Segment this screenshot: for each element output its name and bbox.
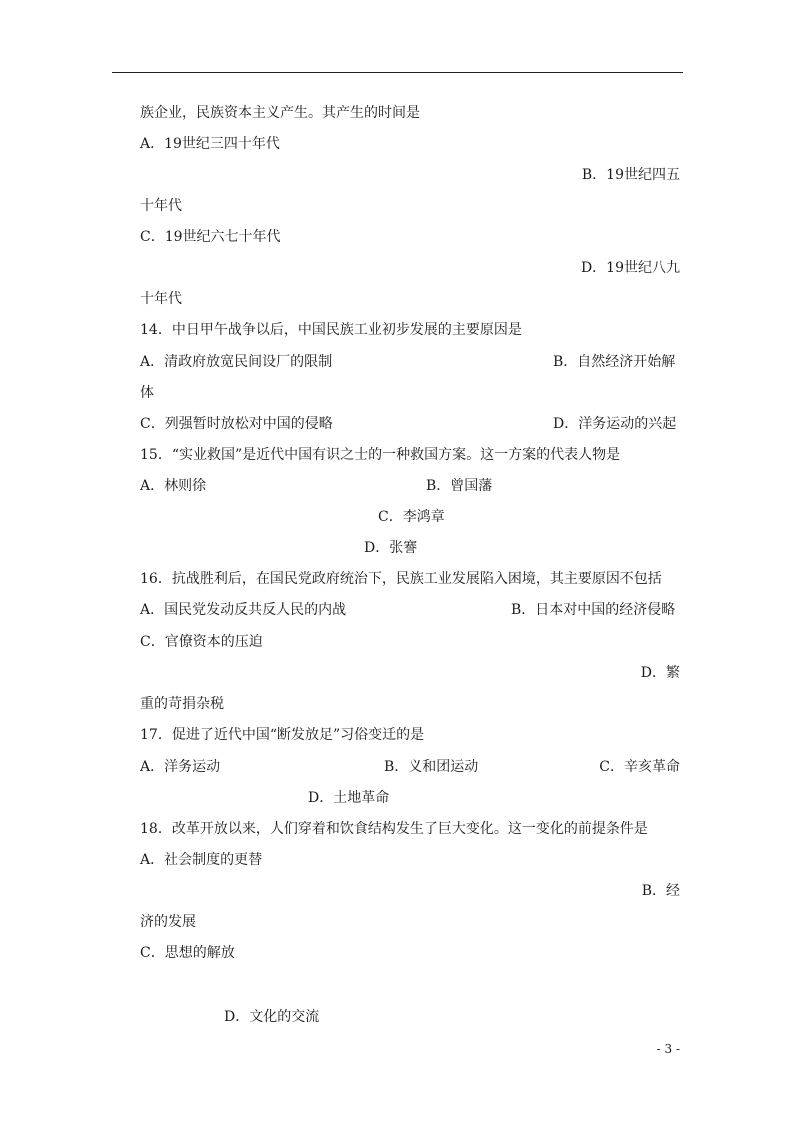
question-14: 14．中日甲午战争以后，中国民族工业初步发展的主要原因是 [140,322,522,338]
q15-option-b: B．曾国藩 [426,478,493,494]
q14-option-d: D．洋务运动的兴起 [553,416,677,432]
page-number: - 3 - [656,1042,680,1056]
option-d-wrap: 十年代 [140,291,182,307]
q18-option-b: B．经 [641,883,680,899]
q17-option-a: A．洋务运动 [140,759,221,775]
option-b-wrap: 十年代 [140,198,182,214]
q17-option-d: D．土地革命 [308,790,390,806]
q16-option-d: D．繁 [640,665,680,681]
header-rule [112,72,683,73]
q17-option-c: C．辛亥革命 [599,759,680,775]
option-d: D．19世纪八九 [580,260,680,276]
q18-option-a: A．社会制度的更替 [140,852,263,868]
q14-option-c: C．列强暂时放松对中国的侵略 [140,416,333,432]
q17-option-b: B．义和团运动 [384,759,479,775]
question-text: 族企业，民族资本主义产生。其产生的时间是 [140,105,420,121]
q18-option-b-wrap: 济的发展 [140,914,196,930]
question-18: 18．改革开放以来，人们穿着和饮食结构发生了巨大变化。这一变化的前提条件是 [140,821,648,837]
q18-option-c: C．思想的解放 [140,945,235,961]
q16-option-b: B．日本对中国的经济侵略 [511,602,676,618]
option-a: A．19世纪三四十年代 [140,136,280,152]
option-c: C．19世纪六七十年代 [140,229,281,245]
q14-option-b-wrap: 体 [140,385,154,401]
q16-option-d-wrap: 重的苛捐杂税 [140,696,224,712]
q16-option-c: C．官僚资本的压迫 [140,634,263,650]
q18-option-d: D．文化的交流 [224,1009,320,1025]
option-b: B．19世纪四五 [581,167,680,183]
q14-option-b: B．自然经济开始解 [553,354,676,370]
question-15: 15．“实业救国”是近代中国有识之士的一种救国方案。这一方案的代表人物是 [140,447,621,463]
q15-option-a: A．林则徐 [140,478,207,494]
q15-option-d: D．张謇 [364,540,418,556]
q14-option-a: A．清政府放宽民间设厂的限制 [140,354,333,370]
q16-option-a: A．国民党发动反共反人民的内战 [140,602,347,618]
q15-option-c: C．李鸿章 [378,509,445,525]
question-16: 16．抗战胜利后，在国民党政府统治下，民族工业发展陷入困境，其主要原因不包括 [140,571,662,587]
question-17: 17．促进了近代中国“断发放足”习俗变迁的是 [140,727,425,743]
